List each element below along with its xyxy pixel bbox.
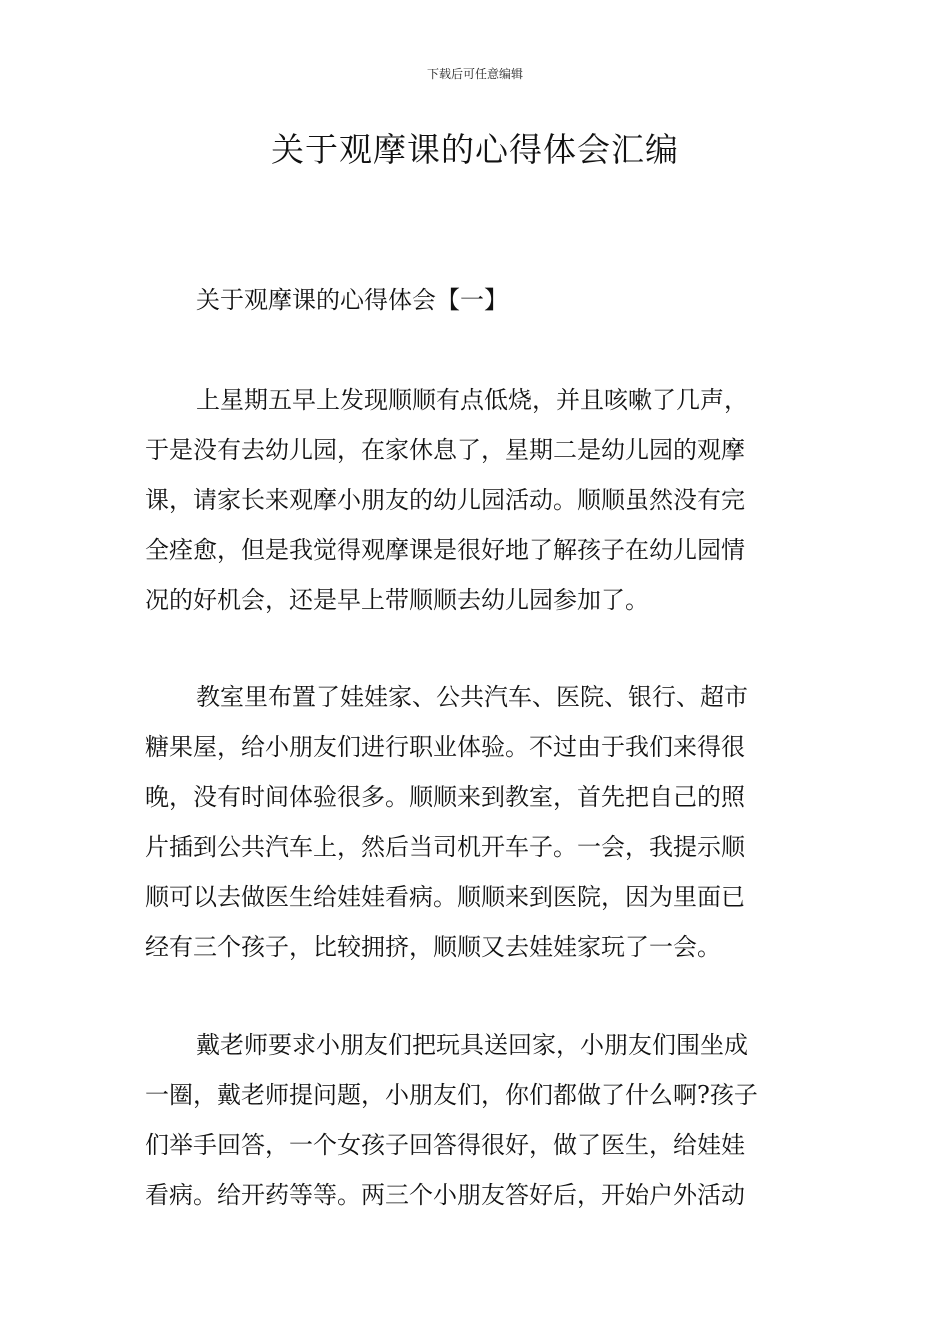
paragraph-line: 上星期五早上发现顺顺有点低烧，并且咳嗽了几声， (196, 386, 748, 414)
paragraph-line: 教室里布置了娃娃家、公共汽车、医院、银行、超市 (196, 683, 748, 711)
paragraph-line: 糖果屋，给小朋友们进行职业体验。不过由于我们来得很 (145, 733, 745, 761)
paragraph-2 (145, 672, 807, 972)
paragraph-line: 一圈，戴老师提问题，小朋友们，你们都做了什么啊?孩子 (145, 1081, 758, 1109)
header-note: 下载后可任意编辑 (426, 67, 523, 81)
paragraph-line: 况的好机会，还是早上带顺顺去幼儿园参加了。 (145, 586, 649, 614)
paragraph-line: 戴老师要求小朋友们把玩具送回家，小朋友们围坐成 (196, 1031, 748, 1059)
paragraph-3 (145, 1020, 807, 1220)
paragraph-line: 看病。给开药等等。两三个小朋友答好后，开始户外活动 (145, 1181, 745, 1209)
paragraph-line: 于是没有去幼儿园，在家休息了，星期二是幼儿园的观摩 (145, 436, 745, 464)
paragraph-line: 晚，没有时间体验很多。顺顺来到教室，首先把自己的照 (145, 783, 745, 811)
paragraph-line: 经有三个孩子，比较拥挤，顺顺又去娃娃家玩了一会。 (145, 933, 721, 961)
section-heading: 关于观摩课的心得体会【一】 (196, 286, 508, 314)
paragraph-line: 全痊愈，但是我觉得观摩课是很好地了解孩子在幼儿园情 (145, 536, 745, 564)
paragraph-line: 们举手回答，一个女孩子回答得很好，做了医生，给娃娃 (145, 1131, 745, 1159)
paragraph-line: 课，请家长来观摩小朋友的幼儿园活动。顺顺虽然没有完 (145, 486, 745, 514)
paragraph-1 (145, 375, 807, 625)
paragraph-line: 顺可以去做医生给娃娃看病。顺顺来到医院，因为里面已 (145, 883, 745, 911)
paragraph-line: 片插到公共汽车上，然后当司机开车子。一会，我提示顺 (145, 833, 745, 861)
document-title: 关于观摩课的心得体会汇编 (271, 130, 679, 169)
